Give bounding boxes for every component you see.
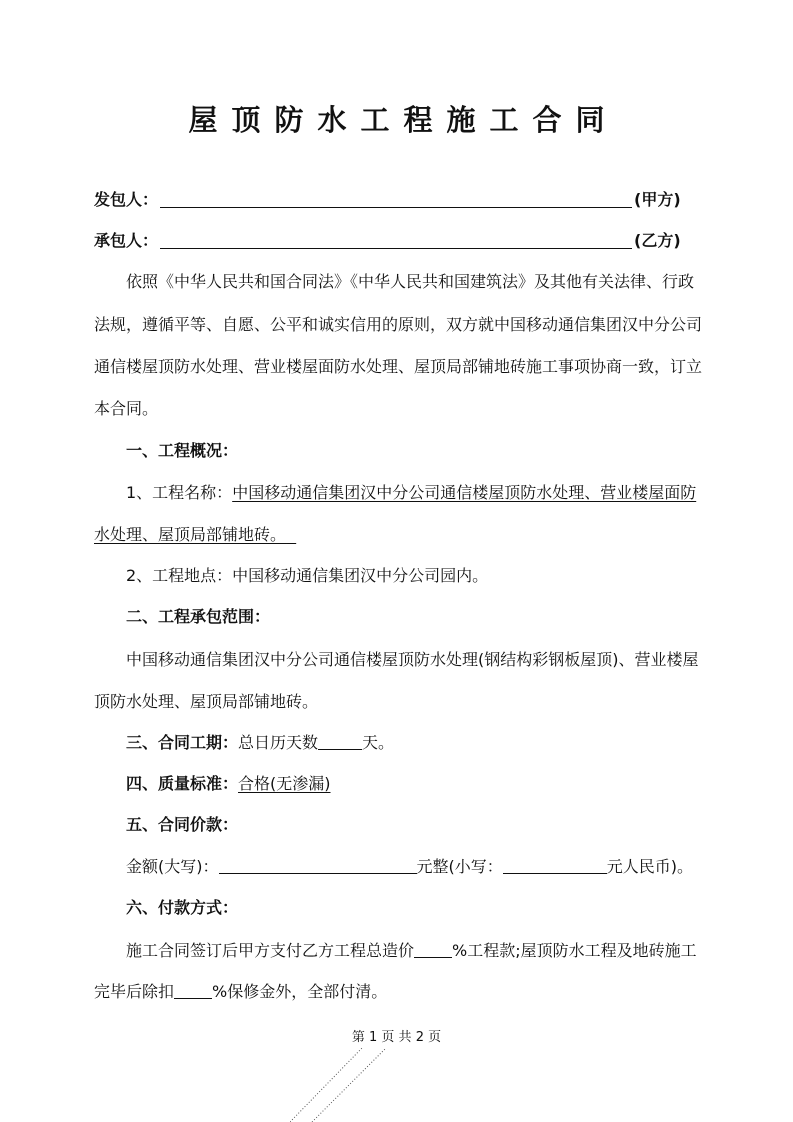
document-title: 屋顶防水工程施工合同 (188, 103, 619, 137)
footer-current-page: 1 (369, 1030, 378, 1045)
amount-lower-blank (503, 857, 607, 874)
warranty-percent-blank (174, 982, 212, 999)
section3-row (126, 732, 736, 754)
party-a-role: (甲方) (634, 190, 681, 209)
party-a-label: 发包人： (94, 190, 159, 209)
intro-line-3: 通信楼屋顶防水处理、营业楼屋面防水处理、屋顶局部铺地砖施工事项协商一致，订立 (94, 357, 703, 376)
section4-heading: 四、质量标准： (126, 774, 239, 793)
decorative-dotted-lines (290, 1040, 410, 1122)
section3-text-before: 总日历天数 (238, 733, 319, 752)
section4-row (126, 773, 736, 795)
footer-prefix: 第 (351, 1030, 365, 1045)
section2-heading: 二、工程承包范围： (126, 607, 271, 626)
amount-end: 元人民币)。 (606, 857, 693, 876)
party-b-role-row (634, 230, 714, 252)
intro-line-1: 依照《中华人民共和国合同法》《中华人民共和国建筑法》及其他有关法律、行政 (126, 272, 695, 291)
item1-name-part1: 中国移动通信集团汉中分公司通信楼屋顶防水处理、营业楼屋面防 (232, 483, 697, 502)
amount-mid: 元整(小写： (416, 857, 503, 876)
footer-total-pages: 2 (415, 1030, 424, 1045)
section6-line-1 (126, 940, 736, 962)
section1-item1 (126, 482, 736, 504)
section3-heading: 三、合同工期： (126, 733, 239, 752)
party-b-blank (160, 248, 632, 249)
payment-text-b: %工程款;屋顶防水工程及地砖施工 (452, 941, 697, 960)
section3-text-after: 天。 (362, 733, 395, 752)
section2-line-2: 顶防水处理、屋顶局部铺地砖。 (94, 692, 319, 711)
party-a-role-row (634, 189, 714, 211)
item1-name-part2: 水处理、屋顶局部铺地砖。 (94, 525, 287, 544)
party-a-blank (160, 207, 632, 208)
item1-prefix: 1、工程名称： (126, 483, 233, 502)
section1-item1-cont (94, 524, 704, 546)
section5-heading: 五、合同价款： (126, 815, 239, 834)
section1-item2: 2、工程地点：中国移动通信集团汉中分公司园内。 (126, 566, 489, 585)
intro-line-2: 法规，遵循平等、自愿、公平和诚实信用的原则，双方就中国移动通信集团汉中分公司 (94, 315, 703, 334)
payment-percent-blank (414, 941, 452, 958)
payment-text-a: 施工合同签订后甲方支付乙方工程总造价 (126, 941, 415, 960)
payment-text-d: %保修金外，全部付清。 (212, 982, 388, 1001)
party-b-role: (乙方) (634, 231, 681, 250)
footer-middle: 页 共 (381, 1030, 412, 1045)
section1-heading: 一、工程概况： (126, 441, 239, 460)
intro-line-4: 本合同。 (94, 399, 159, 418)
section2-line-1: 中国移动通信集团汉中分公司通信楼屋顶防水处理(钢结构彩钢板屋顶)、营业楼屋 (126, 650, 699, 669)
amount-upper-blank (219, 857, 417, 874)
payment-text-c: 完毕后除扣 (94, 982, 175, 1001)
section6-heading: 六、付款方式： (126, 898, 239, 917)
footer-suffix: 页 (428, 1030, 442, 1045)
quality-standard: 合格(无渗漏) (238, 774, 331, 793)
amount-label: 金额(大写)： (126, 857, 219, 876)
duration-blank (318, 733, 362, 750)
section5-amount-row (126, 856, 736, 878)
section6-line-2 (94, 981, 704, 1003)
party-b-label: 承包人： (94, 231, 159, 250)
